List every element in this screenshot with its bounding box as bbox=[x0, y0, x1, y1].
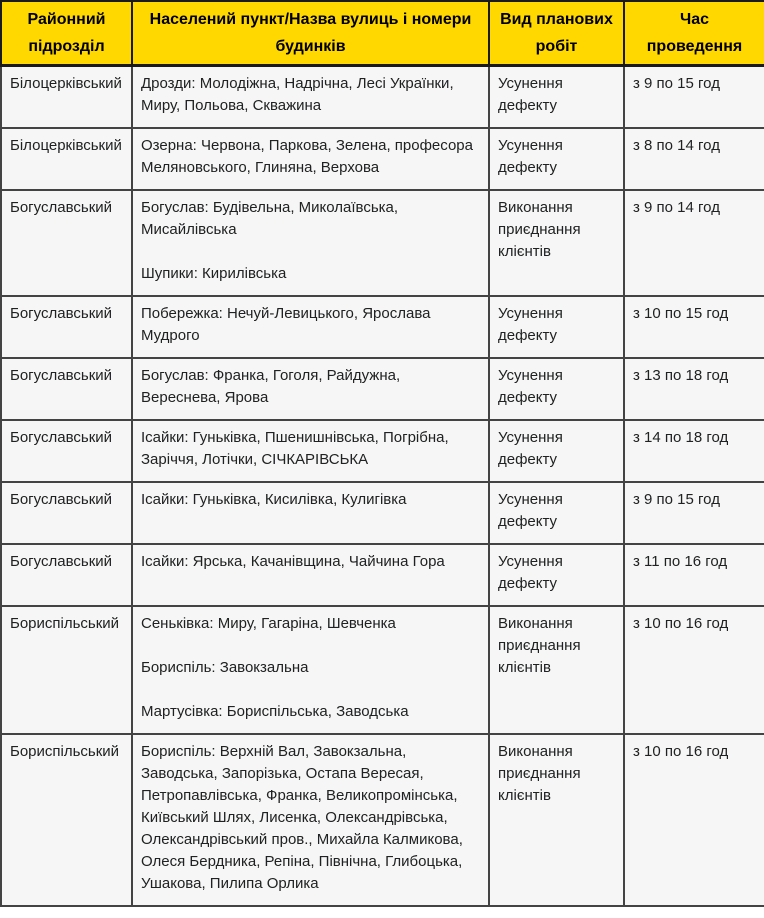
streets-paragraph: Ісайки: Ярська, Качанівщина, Чайчина Гора bbox=[141, 553, 445, 570]
streets-cell bbox=[132, 544, 489, 606]
district-cell: Богуславський bbox=[1, 544, 132, 606]
time-cell: з 14 по 18 год bbox=[624, 420, 764, 482]
time-cell: з 9 по 15 год bbox=[624, 482, 764, 544]
streets-paragraph: Мартусівка: Бориспільська, Заводська bbox=[141, 703, 409, 720]
column-header-time: Час проведення bbox=[624, 1, 764, 66]
column-header-district: Районний підрозділ bbox=[1, 1, 132, 66]
streets-cell bbox=[132, 606, 489, 734]
streets-cell bbox=[132, 358, 489, 420]
time-cell: з 9 по 15 год bbox=[624, 66, 764, 129]
time-cell: з 10 по 15 год bbox=[624, 296, 764, 358]
streets-paragraph: Ісайки: Гуньківка, Кисилівка, Кулигівка bbox=[141, 491, 407, 508]
district-cell: Богуславський bbox=[1, 358, 132, 420]
work-type-cell: Виконання приєднання клієнтів bbox=[489, 190, 624, 296]
table-row bbox=[1, 66, 764, 129]
district-cell: Богуславський bbox=[1, 296, 132, 358]
streets-cell bbox=[132, 482, 489, 544]
time-cell: з 9 по 14 год bbox=[624, 190, 764, 296]
streets-cell bbox=[132, 296, 489, 358]
streets-paragraph: Ісайки: Гуньківка, Пшенишнівська, Погрібна, Заріччя, Лотічки, СІЧКАРІВСЬКА bbox=[141, 429, 449, 468]
work-type-cell: Виконання приєднання клієнтів bbox=[489, 734, 624, 906]
streets-cell bbox=[132, 420, 489, 482]
table-row bbox=[1, 544, 764, 606]
streets-paragraph: Шупики: Кирилівська bbox=[141, 265, 287, 282]
table-row bbox=[1, 128, 764, 190]
table-row bbox=[1, 606, 764, 734]
work-type-cell: Виконання приєднання клієнтів bbox=[489, 606, 624, 734]
district-cell: Богуславський bbox=[1, 190, 132, 296]
district-cell: Бориспільський bbox=[1, 606, 132, 734]
work-type-cell: Усунення дефекту bbox=[489, 482, 624, 544]
district-cell: Бориспільський bbox=[1, 734, 132, 906]
streets-paragraph: Сеньківка: Миру, Гагаріна, Шевченка bbox=[141, 615, 396, 632]
header-row bbox=[1, 1, 764, 66]
streets-paragraph: Богуслав: Будівельна, Миколаївська, Мисайлівська bbox=[141, 199, 399, 238]
work-type-cell: Усунення дефекту bbox=[489, 128, 624, 190]
streets-paragraph: Озерна: Червона, Паркова, Зелена, професора Меляновського, Глиняна, Верхова bbox=[141, 137, 473, 176]
time-cell: з 11 по 16 год bbox=[624, 544, 764, 606]
table-row bbox=[1, 482, 764, 544]
streets-paragraph: Бориспіль: Завокзальна bbox=[141, 659, 309, 676]
district-cell: Білоцерківський bbox=[1, 128, 132, 190]
streets-cell bbox=[132, 734, 489, 906]
district-cell: Білоцерківський bbox=[1, 66, 132, 129]
time-cell: з 10 по 16 год bbox=[624, 734, 764, 906]
time-cell: з 8 по 14 год bbox=[624, 128, 764, 190]
table-row bbox=[1, 734, 764, 906]
work-type-cell: Усунення дефекту bbox=[489, 296, 624, 358]
table-body bbox=[1, 66, 764, 907]
table-row bbox=[1, 358, 764, 420]
table-row bbox=[1, 190, 764, 296]
column-header-streets: Населений пункт/Назва вулиць і номери будинків bbox=[132, 1, 489, 66]
streets-paragraph: Побережка: Нечуй-Левицького, Ярослава Мудрого bbox=[141, 305, 431, 344]
streets-cell bbox=[132, 128, 489, 190]
table-row bbox=[1, 296, 764, 358]
time-cell: з 10 по 16 год bbox=[624, 606, 764, 734]
work-type-cell: Усунення дефекту bbox=[489, 420, 624, 482]
work-type-cell: Усунення дефекту bbox=[489, 544, 624, 606]
streets-paragraph: Богуслав: Франка, Гоголя, Райдужна, Вереснева, Ярова bbox=[141, 367, 401, 406]
district-cell: Богуславський bbox=[1, 482, 132, 544]
streets-cell bbox=[132, 190, 489, 296]
time-cell: з 13 по 18 год bbox=[624, 358, 764, 420]
table-header bbox=[1, 1, 764, 66]
work-type-cell: Усунення дефекту bbox=[489, 358, 624, 420]
streets-paragraph: Дрозди: Молодіжна, Надрічна, Лесі Українки, Миру, Польова, Скважина bbox=[141, 75, 454, 114]
table-row bbox=[1, 420, 764, 482]
work-type-cell: Усунення дефекту bbox=[489, 66, 624, 129]
column-header-work-type: Вид планових робіт bbox=[489, 1, 624, 66]
district-cell: Богуславський bbox=[1, 420, 132, 482]
streets-cell bbox=[132, 66, 489, 129]
streets-paragraph: Бориспіль: Верхній Вал, Завокзальна, Заводська, Запорізька, Остапа Вересая, Петропавлівська, Франка, Великопромінська, Київський Шлях, Лисенка, Олександрівська, Олександрівський пров., Михайла Калмикова, Олеся Бердника, Репіна, Північна, Глибоцька, Ушакова, Пилипа Орлика bbox=[141, 743, 463, 892]
